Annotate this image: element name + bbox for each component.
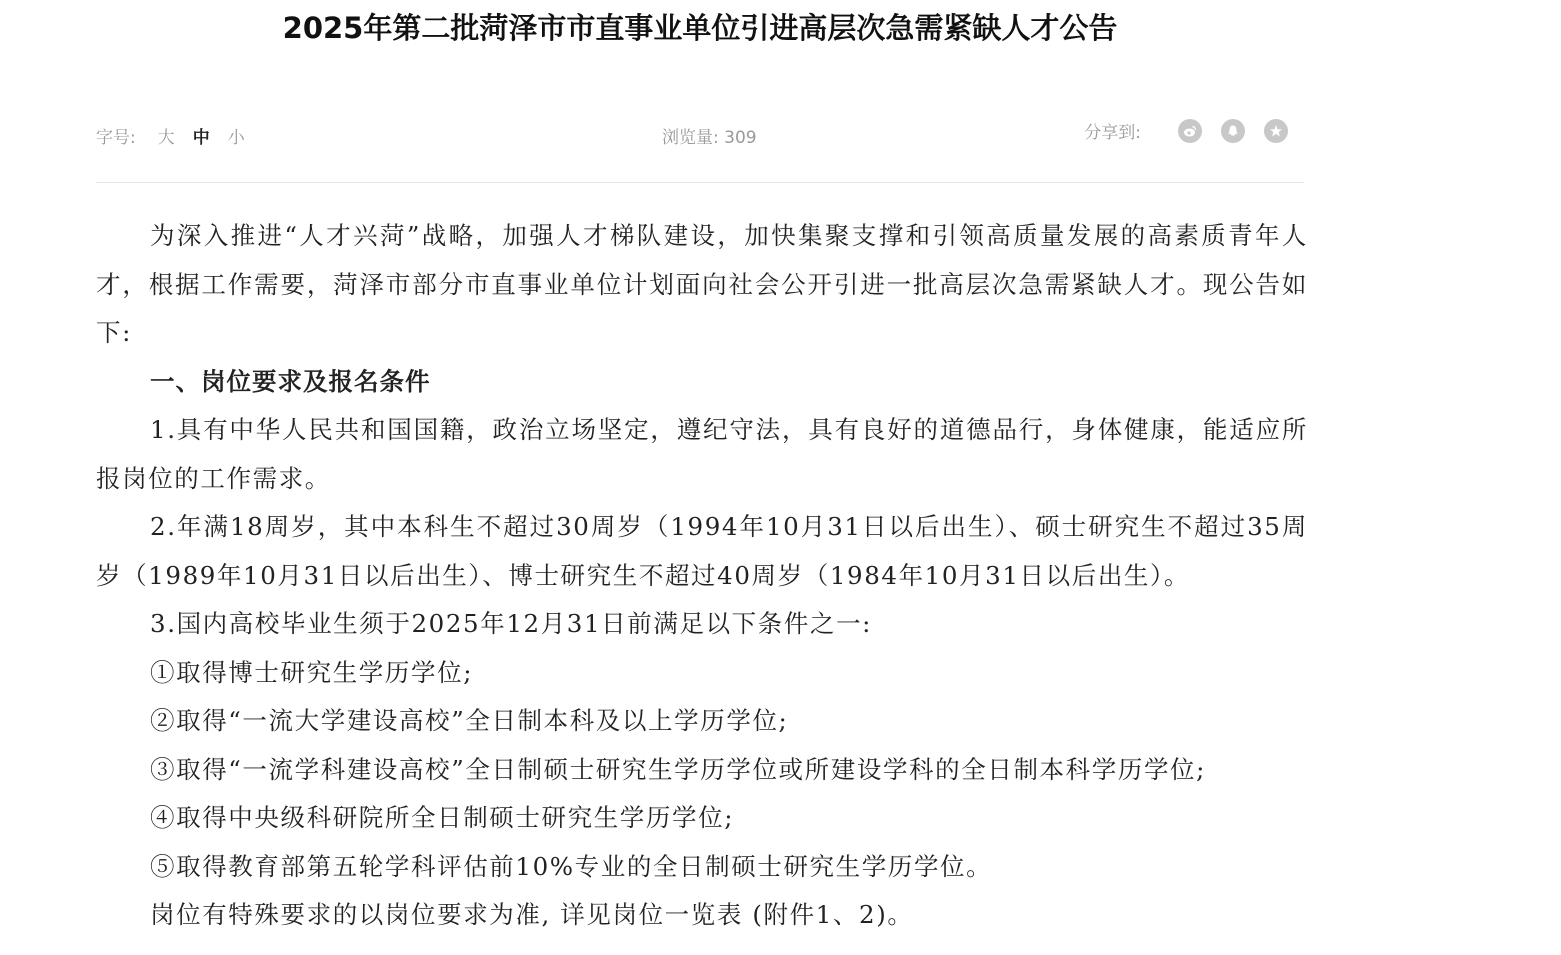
font-size-label: 字号:	[96, 128, 136, 148]
condition-item: ④取得中央级科研院所全日制硕士研究生学历学位;	[150, 803, 735, 832]
note-paragraph: 岗位有特殊要求的以岗位要求为准, 详见岗位一览表 (附件1、2)。	[150, 900, 914, 929]
article-title: 2025年第二批菏泽市市直事业单位引进高层次急需紧缺人才公告	[282, 11, 1118, 45]
requirement-item: 1.具有中华人民共和国国籍，政治立场坚定，遵纪守法，具有良好的道德品行，身体健康，能适应所报岗位的工作需求。	[96, 415, 1308, 493]
view-count: 浏览量: 309	[662, 128, 757, 148]
condition-item: ①取得博士研究生学历学位;	[150, 657, 474, 687]
article-toolbar	[96, 118, 1304, 152]
condition-item: ②取得“一流大学建设高校”全日制本科及以上学历学位;	[150, 706, 789, 735]
requirement-item: 3.国内高校毕业生须于2025年12月31日前满足以下条件之一:	[150, 609, 873, 638]
font-size-small-button[interactable]: 小	[227, 128, 245, 148]
section-heading: 一、岗位要求及报名条件	[150, 366, 431, 396]
intro-paragraph: 为深入推进“人才兴菏”战略，加强人才梯队建设，加快集聚支撑和引领高质量发展的高素质青年人才，根据工作需要，菏泽市部分市直事业单位计划面向社会公开引进一批高层次急需紧缺人才。现公告如下:	[96, 221, 1308, 347]
share-label: 分享到:	[1084, 123, 1141, 143]
article-body	[96, 212, 1308, 940]
condition-item: ⑤取得教育部第五轮学科评估前10%专业的全日制硕士研究生学历学位。	[150, 851, 993, 881]
condition-item: ③取得“一流学科建设高校”全日制硕士研究生学历学位或所建设学科的全日制本科学历学位;	[150, 754, 1207, 784]
font-size-control	[96, 123, 263, 148]
font-size-medium-button[interactable]: 中	[192, 128, 210, 148]
share-bar	[1084, 118, 1288, 143]
qzone-icon[interactable]	[1264, 119, 1288, 143]
header-divider	[96, 182, 1304, 183]
qq-icon[interactable]	[1221, 119, 1245, 143]
font-size-large-button[interactable]: 大	[157, 128, 175, 148]
weibo-icon[interactable]	[1178, 119, 1202, 143]
requirement-item: 2.年满18周岁，其中本科生不超过30周岁（1994年10月31日以后出生）、硕士研究生不超过35周岁（1989年10月31日以后出生）、博士研究生不超过40周岁（1984年10月31日以后出生）。	[96, 512, 1308, 590]
